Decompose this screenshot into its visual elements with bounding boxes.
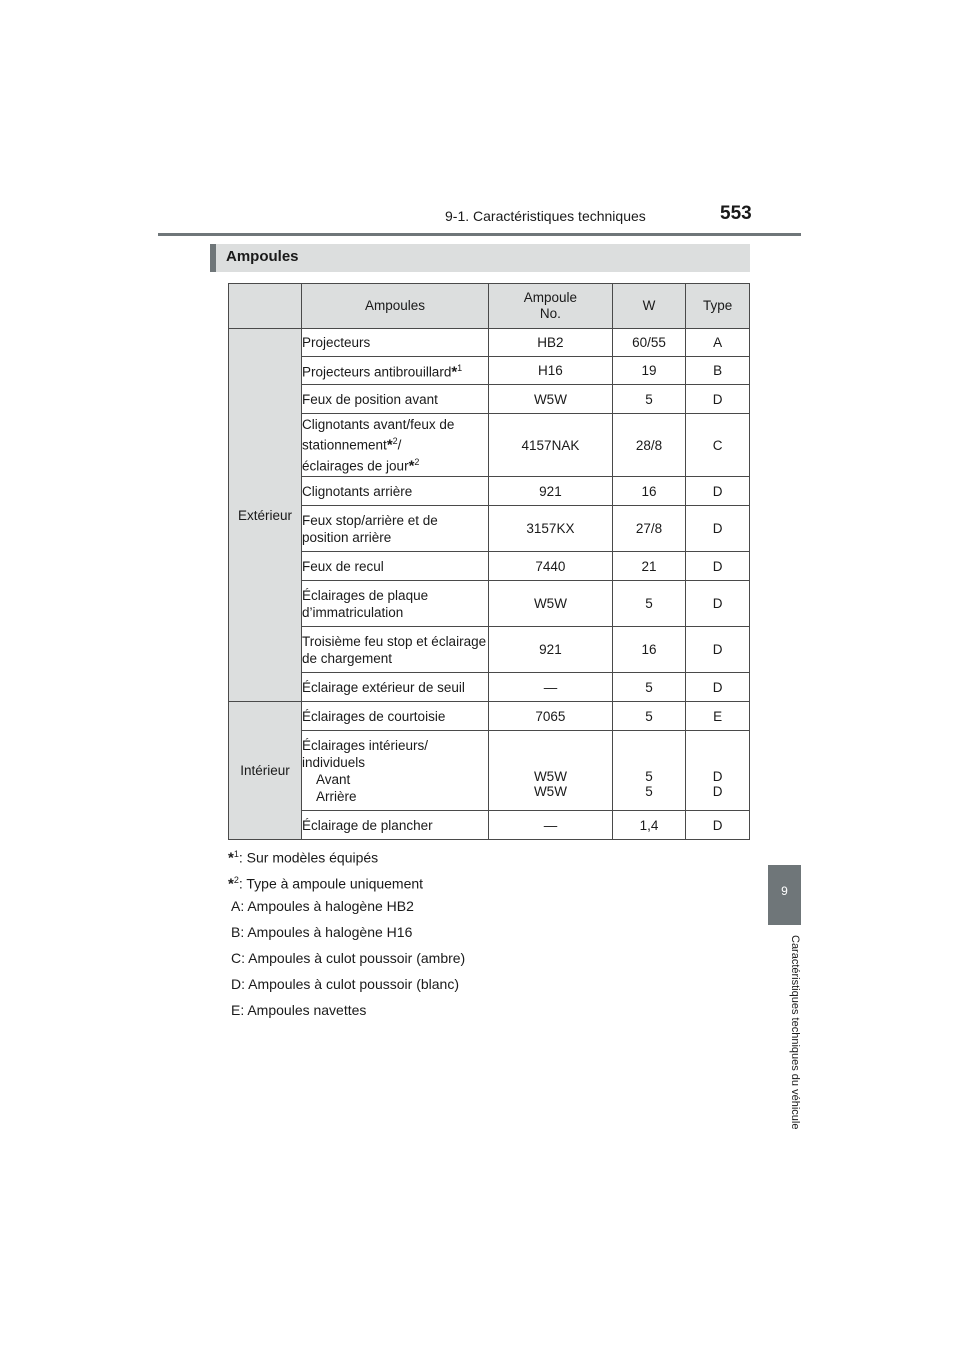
table-row <box>229 552 750 581</box>
bulb-type: D <box>712 783 723 799</box>
bulb-watt: 5 <box>645 783 653 799</box>
page-number: 553 <box>720 203 752 224</box>
header-bulbs: Ampoules <box>302 284 489 329</box>
bulb-watt: 5 <box>612 673 685 702</box>
group-exterior: Extérieur <box>229 329 302 702</box>
bulb-name-line3: éclairages de jour <box>302 458 409 473</box>
bulb-watt: 5 <box>612 581 685 627</box>
bulb-number: W5W <box>489 385 613 414</box>
bulb-number: W5W <box>533 783 567 799</box>
table-row <box>229 581 750 627</box>
table-row <box>229 414 750 477</box>
bulb-number: 921 <box>489 627 613 673</box>
bulb-type: D <box>686 811 750 840</box>
bulb-name: Clignotants arrière <box>302 477 489 506</box>
bulb-name-line3-wrap <box>302 454 488 475</box>
footnote-star: * <box>228 849 234 867</box>
bulb-number: W5W <box>533 768 567 784</box>
bulb-watt: 27/8 <box>612 506 685 552</box>
bulb-type: A <box>686 329 750 357</box>
bulb-number: — <box>489 673 613 702</box>
bulb-subitem-rear: Arrière <box>316 788 357 804</box>
footnote-2 <box>228 871 465 897</box>
table-row <box>229 627 750 673</box>
bulb-name: Éclairages de courtoisie <box>302 702 489 731</box>
bulb-type: D <box>686 385 750 414</box>
footnote-ref: 2 <box>414 456 420 467</box>
bulb-name-cell <box>302 731 489 811</box>
bulb-number: 7065 <box>489 702 613 731</box>
section-heading-bar <box>210 244 750 272</box>
footnote-star: * <box>386 436 393 454</box>
bulb-name-line2: stationnement <box>302 437 387 453</box>
footnote-star: * <box>408 457 415 474</box>
bulb-type: C <box>686 414 750 477</box>
table-row <box>229 673 750 702</box>
bulb-name: Feux de recul <box>302 552 489 581</box>
bulb-name-cell <box>302 414 489 477</box>
bulb-name: Feux de position avant <box>302 385 489 414</box>
footnotes <box>228 845 465 1027</box>
bulb-type-cell <box>686 731 750 811</box>
bulb-watt: 1,4 <box>612 811 685 840</box>
footnote-number: 1 <box>233 849 239 859</box>
footnote-number: 2 <box>233 875 239 885</box>
bulb-name-line2: individuels <box>302 754 366 770</box>
header-bulb-no <box>489 284 613 329</box>
bulb-watt: 19 <box>612 357 685 385</box>
bulb-type: D <box>686 673 750 702</box>
bulb-number: H16 <box>489 357 613 385</box>
header-bulb-no-line2: No. <box>539 306 561 321</box>
bulb-name: Feux stop/arrière et de position arrière <box>302 506 489 552</box>
section-header: 9-1. Caractéristiques techniques <box>445 208 646 224</box>
slash: / <box>397 437 402 453</box>
header-bulb-no-line1: Ampoule <box>523 290 578 305</box>
bulb-type: E <box>686 702 750 731</box>
group-interior: Intérieur <box>229 702 302 840</box>
bulb-subitem-front: Avant <box>316 771 351 787</box>
bulb-name: Éclairages de plaque d’immatriculation <box>302 581 489 627</box>
bulb-name-cell <box>302 357 489 385</box>
bulb-name: Troisième feu stop et éclairage de chargement <box>302 627 489 673</box>
legend-e: E: Ampoules navettes <box>231 1002 367 1018</box>
footnote-ref: 2 <box>392 436 398 446</box>
bulb-number: 3157KX <box>489 506 613 552</box>
bulb-type: D <box>686 477 750 506</box>
header-rule <box>158 233 801 236</box>
table-header-row <box>229 284 750 329</box>
bulb-number: 4157NAK <box>489 414 613 477</box>
table-row <box>229 506 750 552</box>
section-title: Ampoules <box>226 248 299 265</box>
bulb-name-line1: Éclairages intérieurs/ <box>302 737 429 753</box>
bulb-type: D <box>686 581 750 627</box>
header-type: Type <box>686 284 750 329</box>
table-row <box>229 811 750 840</box>
bulb-number: 7440 <box>489 552 613 581</box>
table-row <box>229 329 750 357</box>
bulb-watt-cell <box>612 731 685 811</box>
table-row <box>229 702 750 731</box>
header-watt: W <box>612 284 685 329</box>
footnote-star: * <box>451 363 458 381</box>
bulb-watt: 16 <box>612 627 685 673</box>
bulb-type: D <box>686 627 750 673</box>
bulb-name: Éclairage extérieur de seuil <box>302 673 489 702</box>
bulb-watt: 60/55 <box>612 329 685 357</box>
bulb-number: HB2 <box>489 329 613 357</box>
table-row <box>229 357 750 385</box>
bulb-name: Projecteurs antibrouillard <box>302 364 452 380</box>
bulb-type: D <box>686 506 750 552</box>
bulb-name-line1: Clignotants avant/feux de <box>302 417 455 432</box>
footnote-1 <box>228 845 465 871</box>
table-row <box>229 477 750 506</box>
footnote-ref: 1 <box>457 363 463 374</box>
bulb-type: D <box>712 768 723 784</box>
bulb-name: Éclairage de plancher <box>302 811 489 840</box>
bulb-watt: 5 <box>612 385 685 414</box>
header-blank <box>229 284 302 329</box>
legend-c: C: Ampoules à culot poussoir (ambre) <box>231 950 466 966</box>
bulb-name: Projecteurs <box>302 329 489 357</box>
bulb-number: W5W <box>489 581 613 627</box>
footnote-text: : Sur modèles équipés <box>238 849 379 866</box>
bulb-type: D <box>686 552 750 581</box>
footnote-star: * <box>228 875 234 893</box>
bulb-watt: 21 <box>612 552 685 581</box>
legend-b: B: Ampoules à halogène H16 <box>231 924 413 940</box>
bulb-number: 921 <box>489 477 613 506</box>
bulb-watt: 5 <box>645 768 653 784</box>
table-row <box>229 731 750 811</box>
legend-d: D: Ampoules à culot poussoir (blanc) <box>231 976 459 992</box>
chapter-tab: 9 <box>768 865 801 925</box>
legend-a: A: Ampoules à halogène HB2 <box>231 898 414 914</box>
footnote-text: : Type à ampoule uniquement <box>238 875 424 892</box>
table-row <box>229 385 750 414</box>
chapter-label: Caractéristiques techniques du véhicule <box>789 935 801 1130</box>
bulb-type: B <box>686 357 750 385</box>
bulb-name-line2-wrap <box>302 433 488 454</box>
bulb-watt: 5 <box>612 702 685 731</box>
bulb-watt: 28/8 <box>612 414 685 477</box>
bulbs-table <box>228 283 750 840</box>
bulb-number-cell <box>489 731 613 811</box>
bulb-watt: 16 <box>612 477 685 506</box>
bulb-number: — <box>489 811 613 840</box>
